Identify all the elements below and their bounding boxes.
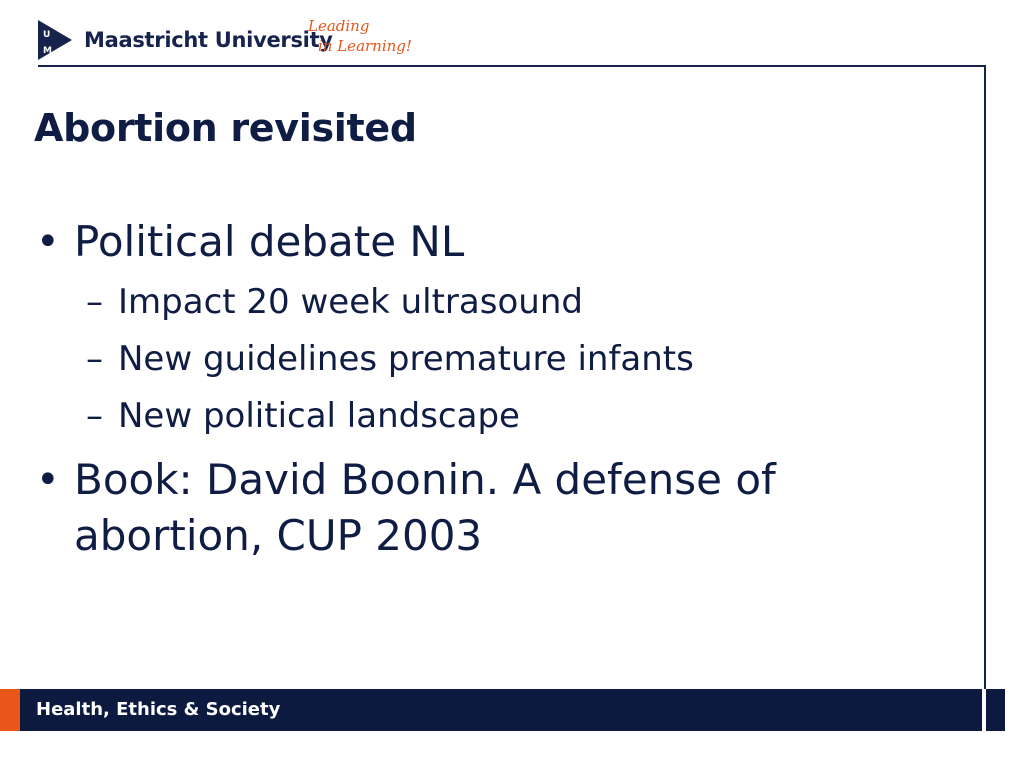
bullet-marker: •: [36, 219, 60, 265]
sub-bullet-item: [86, 394, 936, 438]
sub-bullet-text: Impact 20 week ultrasound: [118, 282, 583, 322]
svg-text:U: U: [43, 30, 51, 40]
sub-bullet-item: [86, 280, 936, 324]
institution-name: Maastricht University: [84, 28, 333, 52]
slide-title: Abortion revisited: [34, 106, 417, 150]
tagline-handwritten: [304, 14, 414, 58]
bullet-marker: •: [36, 457, 60, 503]
right-border: [984, 66, 986, 730]
sub-bullet-marker: –: [86, 396, 103, 436]
footer-text: Health, Ethics & Society: [36, 699, 281, 720]
sub-bullet-text: New political landscape: [118, 396, 520, 436]
bullet-item: [36, 452, 866, 564]
svg-text:in Learning!: in Learning!: [318, 37, 412, 55]
bullet-text: Book: David Boonin. A defense of abortion, CUP 2003: [74, 455, 776, 560]
sub-bullet-marker: –: [86, 339, 103, 379]
um-logo-mark-icon: [38, 20, 72, 60]
university-logo: [38, 14, 418, 62]
sub-bullet-text: New guidelines premature infants: [118, 339, 694, 379]
footer-accent: [0, 689, 20, 731]
sub-bullet-item: [86, 337, 936, 381]
bullet-item: [36, 214, 936, 270]
header-divider: [38, 65, 986, 67]
svg-text:Leading: Leading: [308, 17, 370, 35]
svg-text:M: M: [43, 46, 52, 56]
footer-divider: [982, 689, 986, 731]
sub-bullet-marker: –: [86, 282, 103, 322]
bullet-text: Political debate NL: [74, 217, 465, 266]
